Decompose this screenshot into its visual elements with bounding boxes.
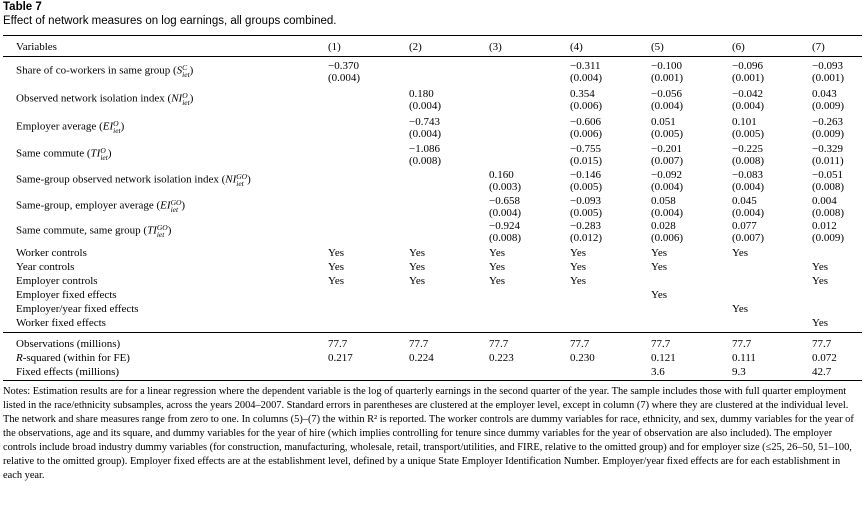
- std-error-cell: (0.004): [489, 207, 522, 219]
- control-cell: Yes: [651, 261, 668, 273]
- std-error-cell: (0.003): [489, 181, 522, 193]
- column-header: (3): [489, 41, 502, 53]
- std-error-cell: (0.006): [651, 232, 684, 244]
- coefficient-cell: −0.201: [651, 143, 682, 155]
- std-error-cell: (0.004): [651, 181, 684, 193]
- coefficient-cell: −0.606: [570, 116, 601, 128]
- std-error-cell: (0.001): [732, 72, 765, 84]
- control-cell: Yes: [651, 289, 668, 301]
- bottom-rule: [3, 380, 862, 381]
- coefficient-cell: 0.012: [812, 220, 837, 232]
- coefficient-cell: −0.042: [732, 88, 763, 100]
- coefficient-cell: −0.093: [570, 195, 601, 207]
- control-cell: Yes: [489, 275, 506, 287]
- row-label: Share of co-workers in same group (S C iet ): [16, 63, 194, 79]
- stat-cell: 0.111: [732, 352, 756, 364]
- std-error-cell: (0.012): [570, 232, 603, 244]
- column-header: (7): [812, 41, 825, 53]
- coefficient-cell: −0.100: [651, 60, 682, 72]
- std-error-cell: (0.015): [570, 155, 603, 167]
- coefficient-cell: −1.086: [409, 143, 440, 155]
- std-error-cell: (0.004): [409, 128, 442, 140]
- control-cell: Yes: [489, 261, 506, 273]
- coefficient-cell: 0.180: [409, 88, 434, 100]
- coefficient-cell: −0.225: [732, 143, 763, 155]
- std-error-cell: (0.005): [570, 181, 603, 193]
- control-cell: Yes: [732, 247, 749, 259]
- coefficient-cell: 0.354: [570, 88, 595, 100]
- coefficient-cell: 0.101: [732, 116, 757, 128]
- control-cell: Yes: [409, 247, 426, 259]
- column-header: (5): [651, 41, 664, 53]
- stat-cell: 77.7: [651, 338, 671, 350]
- std-error-cell: (0.008): [732, 155, 765, 167]
- std-error-cell: (0.008): [489, 232, 522, 244]
- stat-label: Fixed effects (millions): [16, 366, 120, 378]
- coefficient-cell: 0.045: [732, 195, 757, 207]
- row-label: Employer average (EI O iet ): [16, 119, 125, 135]
- std-error-cell: (0.007): [732, 232, 765, 244]
- coefficient-cell: −0.096: [732, 60, 763, 72]
- table-notes: Notes: Estimation results are for a linear regression where the dependent variable is the log of quarterly earnings in the second quarter of the year. The sample includes those with full quarter employment listed in the race/ethnicity subsamples, across the years 2004–2007. Standard errors in parentheses are clustered at the employer level, except in column (7) where they are clustered at the individual level. The network and share measures range from zero to one. In columns (5)–(7) the within R² is reported. The worker controls are dummy variables for race, ethnicity, and sex, dummy variables for the year of the observations, age and its square, and dummy variables for the year of hire (which implies controlling for tenure since dummy variables for the year of observation are also included). The employer controls include broad industry dummy variables (for construction, manufacturing, wholesale, retail, transport/utilities, and FIRE, relative to the omitted group) and for employer size (≤25, 26–50, 51–100, relative to the omitted group). Employer fixed effects are at the establishment level, defined by a unique State Employer Identification Number. Employer/year fixed effects are for each establishment in each year.: [3, 386, 854, 481]
- std-error-cell: (0.006): [570, 128, 603, 140]
- std-error-cell: (0.009): [812, 128, 845, 140]
- stats-rule: [3, 332, 862, 333]
- coefficient-cell: −0.083: [732, 169, 763, 181]
- coefficient-cell: −0.924: [489, 220, 520, 232]
- control-cell: Yes: [570, 247, 587, 259]
- stat-cell: 77.7: [328, 338, 348, 350]
- table-label: Table 7: [3, 1, 42, 13]
- std-error-cell: (0.004): [651, 207, 684, 219]
- coefficient-cell: −0.283: [570, 220, 601, 232]
- stat-cell: 77.7: [409, 338, 429, 350]
- stat-label: Observations (millions): [16, 338, 121, 350]
- control-cell: Yes: [812, 317, 829, 329]
- control-cell: Yes: [328, 261, 345, 273]
- std-error-cell: (0.005): [570, 207, 603, 219]
- control-cell: Yes: [651, 247, 668, 259]
- row-label: Observed network isolation index (NI O iet ): [16, 91, 194, 107]
- stat-cell: 3.6: [651, 366, 665, 378]
- coefficient-cell: −0.329: [812, 143, 843, 155]
- row-label: Same-group observed network isolation index (NI GO iet ): [16, 172, 251, 188]
- control-label: Year controls: [16, 261, 75, 273]
- stat-cell: 0.224: [409, 352, 434, 364]
- column-header: (6): [732, 41, 745, 53]
- control-label: Worker fixed effects: [16, 317, 106, 329]
- coefficient-cell: 0.004: [812, 195, 837, 207]
- coefficient-cell: −0.092: [651, 169, 682, 181]
- stat-cell: 0.121: [651, 352, 676, 364]
- std-error-cell: (0.004): [732, 207, 765, 219]
- std-error-cell: (0.011): [812, 155, 844, 167]
- std-error-cell: (0.008): [812, 181, 845, 193]
- stat-cell: 0.217: [328, 352, 353, 364]
- stat-cell: 42.7: [812, 366, 832, 378]
- table-caption: Effect of network measures on log earnings, all groups combined.: [3, 15, 337, 27]
- coefficient-cell: 0.043: [812, 88, 837, 100]
- top-rule: [3, 35, 862, 36]
- std-error-cell: (0.004): [409, 100, 442, 112]
- std-error-cell: (0.005): [651, 128, 684, 140]
- coefficient-cell: 0.077: [732, 220, 757, 232]
- stat-label: R-squared (within for FE): [16, 352, 130, 364]
- control-cell: Yes: [328, 247, 345, 259]
- std-error-cell: (0.008): [812, 207, 845, 219]
- coefficient-cell: −0.263: [812, 116, 843, 128]
- column-header: (1): [328, 41, 341, 53]
- coefficient-cell: 0.028: [651, 220, 676, 232]
- coefficient-cell: 0.160: [489, 169, 514, 181]
- stat-cell: 77.7: [732, 338, 752, 350]
- coefficient-cell: −0.051: [812, 169, 843, 181]
- control-cell: Yes: [812, 275, 829, 287]
- std-error-cell: (0.005): [732, 128, 765, 140]
- coefficient-cell: −0.370: [328, 60, 359, 72]
- column-header: (4): [570, 41, 583, 53]
- coefficient-cell: −0.743: [409, 116, 440, 128]
- header-rule: [3, 56, 862, 57]
- std-error-cell: (0.001): [651, 72, 684, 84]
- std-error-cell: (0.006): [570, 100, 603, 112]
- control-cell: Yes: [732, 303, 749, 315]
- std-error-cell: (0.008): [409, 155, 442, 167]
- stat-cell: 77.7: [570, 338, 590, 350]
- std-error-cell: (0.004): [328, 72, 361, 84]
- stat-cell: 0.223: [489, 352, 514, 364]
- coefficient-cell: −0.658: [489, 195, 520, 207]
- stat-cell: 77.7: [489, 338, 509, 350]
- stat-cell: 0.230: [570, 352, 595, 364]
- coefficient-cell: −0.755: [570, 143, 601, 155]
- control-cell: Yes: [812, 261, 829, 273]
- control-label: Employer controls: [16, 275, 98, 287]
- stat-cell: 9.3: [732, 366, 746, 378]
- control-cell: Yes: [409, 275, 426, 287]
- column-header: (2): [409, 41, 422, 53]
- control-cell: Yes: [328, 275, 345, 287]
- std-error-cell: (0.009): [812, 100, 845, 112]
- stat-cell: 77.7: [812, 338, 832, 350]
- coefficient-cell: −0.311: [570, 60, 601, 72]
- std-error-cell: (0.004): [570, 72, 603, 84]
- variables-header: Variables: [16, 41, 57, 53]
- row-label: Same-group, employer average (EI GO iet ): [16, 198, 186, 214]
- std-error-cell: (0.009): [812, 232, 845, 244]
- control-cell: Yes: [570, 261, 587, 273]
- row-label: Same commute (TI O iet ): [16, 146, 112, 162]
- control-cell: Yes: [489, 247, 506, 259]
- control-label: Employer fixed effects: [16, 289, 117, 301]
- coefficient-cell: 0.058: [651, 195, 676, 207]
- std-error-cell: (0.001): [812, 72, 845, 84]
- row-label: Same commute, same group (TI GO iet ): [16, 223, 172, 239]
- std-error-cell: (0.004): [651, 100, 684, 112]
- std-error-cell: (0.004): [732, 181, 765, 193]
- std-error-cell: (0.004): [732, 100, 765, 112]
- control-label: Worker controls: [16, 247, 87, 259]
- coefficient-cell: −0.146: [570, 169, 601, 181]
- stat-cell: 0.072: [812, 352, 837, 364]
- coefficient-cell: −0.093: [812, 60, 843, 72]
- coefficient-cell: 0.051: [651, 116, 676, 128]
- control-cell: Yes: [570, 275, 587, 287]
- control-cell: Yes: [409, 261, 426, 273]
- std-error-cell: (0.007): [651, 155, 684, 167]
- control-label: Employer/year fixed effects: [16, 303, 139, 315]
- coefficient-cell: −0.056: [651, 88, 682, 100]
